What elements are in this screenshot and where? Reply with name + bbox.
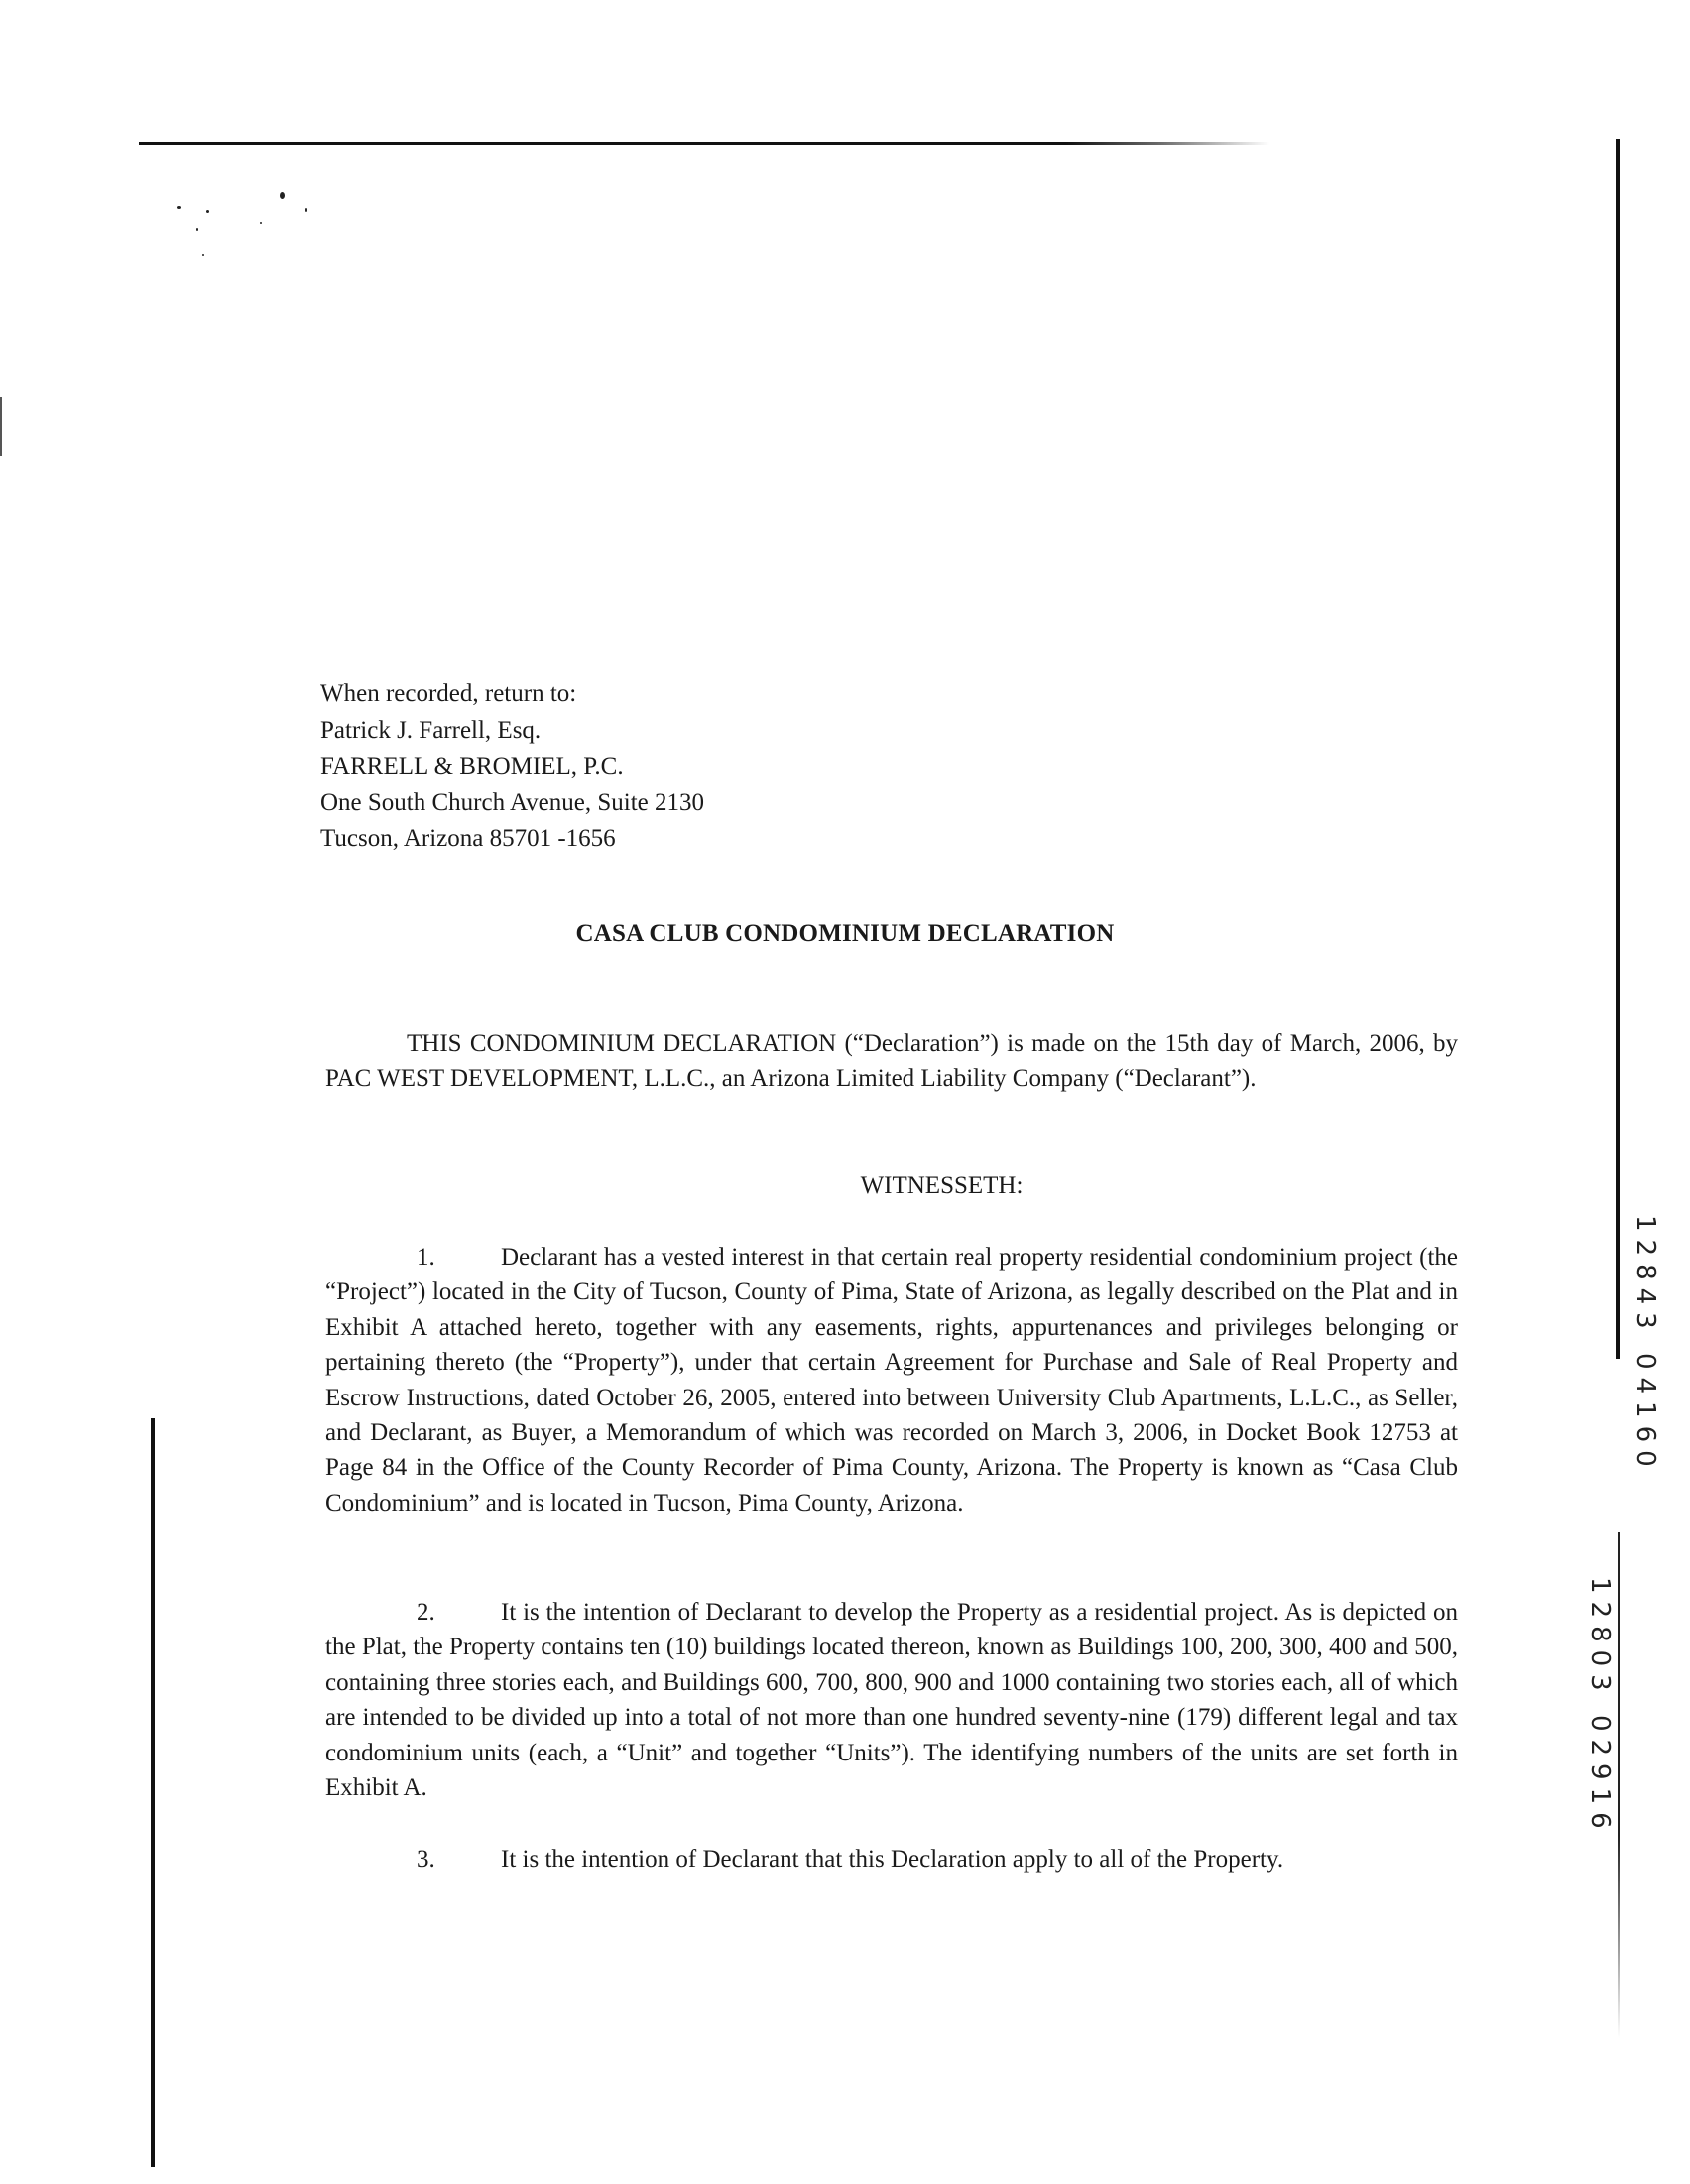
right-margin-bar-lower xyxy=(1618,1532,1620,2038)
witnesseth-wrap xyxy=(0,1172,1690,1200)
paragraph-text: It is the intention of Declarant to develop the Property as a residential project. As is depicted on the Plat, the Property contains ten (10) buildings located thereon, known as Buildings 100, 200, 300, 400 and 500, containing three stories each, and Buildings 600, 700, 800, 900 and 1000 containing two stories each, all of which are intended to be divided up into a total of not more than one hundred seventy-nine (179) different legal and tax condominium units (each, a “Unit” and together “Units”). The identifying numbers of the units are set forth in Exhibit A. xyxy=(325,1599,1458,1802)
paragraph-number: 3. xyxy=(417,1846,435,1873)
paragraph-2 xyxy=(325,1595,1458,1805)
document-title-wrap xyxy=(0,920,1690,948)
paragraph-number: 1. xyxy=(417,1244,435,1271)
return-line: Tucson, Arizona 85701 -1656 xyxy=(320,825,616,852)
paragraph-text: It is the intention of Declarant that this Declaration apply to all of the Property. xyxy=(501,1846,1284,1873)
top-rule-line xyxy=(139,142,1269,145)
intro-paragraph xyxy=(325,1027,1458,1097)
return-line: When recorded, return to: xyxy=(320,680,577,707)
paragraph-number: 2. xyxy=(417,1599,435,1626)
recording-number-vertical: 12843 04160 xyxy=(1630,1215,1660,1475)
recording-number-vertical: 12803 02916 xyxy=(1585,1577,1615,1837)
paragraph-text: Declarant has a vested interest in that certain real property residential condominium project (the “Project”) located in the City of Tucson, County of Pima, State of Arizona, as legally described on the Plat and in Exhibit A attached hereto, together with any easements, rights, appurtenances and privileges belonging or pertaining thereto (the “Property”), under that certain Agreement for Purchase and Sale of Real Property and Escrow Instructions, dated October 26, 2005, entered into between University Club Apartments, L.L.C., as Seller, and Declarant, as Buyer, a Memorandum of which was recorded on March 3, 2006, in Docket Book 12753 at Page 84 in the Office of the County Recorder of Pima County, Arizona. The Property is known as “Casa Club Condominium” and is located in Tucson, Pima County, Arizona. xyxy=(325,1244,1458,1517)
return-line: One South Church Avenue, Suite 2130 xyxy=(320,789,704,816)
paragraph-3 xyxy=(325,1842,1458,1877)
recording-return-address xyxy=(320,676,704,858)
return-line: Patrick J. Farrell, Esq. xyxy=(320,716,542,744)
left-margin-bar xyxy=(151,1418,155,2167)
document-title: CASA CLUB CONDOMINIUM DECLARATION xyxy=(575,920,1115,947)
return-line: FARRELL & BROMIEL, P.C. xyxy=(320,753,624,780)
intro-text: THIS CONDOMINIUM DECLARATION (“Declaration”) is made on the 15th day of March, 2006, by PAC WEST DEVELOPMENT, L.L.C., an Arizona Limited Liability Company (“Declarant”). xyxy=(325,1031,1458,1093)
left-edge-mark xyxy=(0,397,2,456)
witnesseth-heading: WITNESSETH: xyxy=(860,1172,1024,1199)
scan-specks xyxy=(169,188,327,268)
paragraph-1 xyxy=(325,1240,1458,1520)
